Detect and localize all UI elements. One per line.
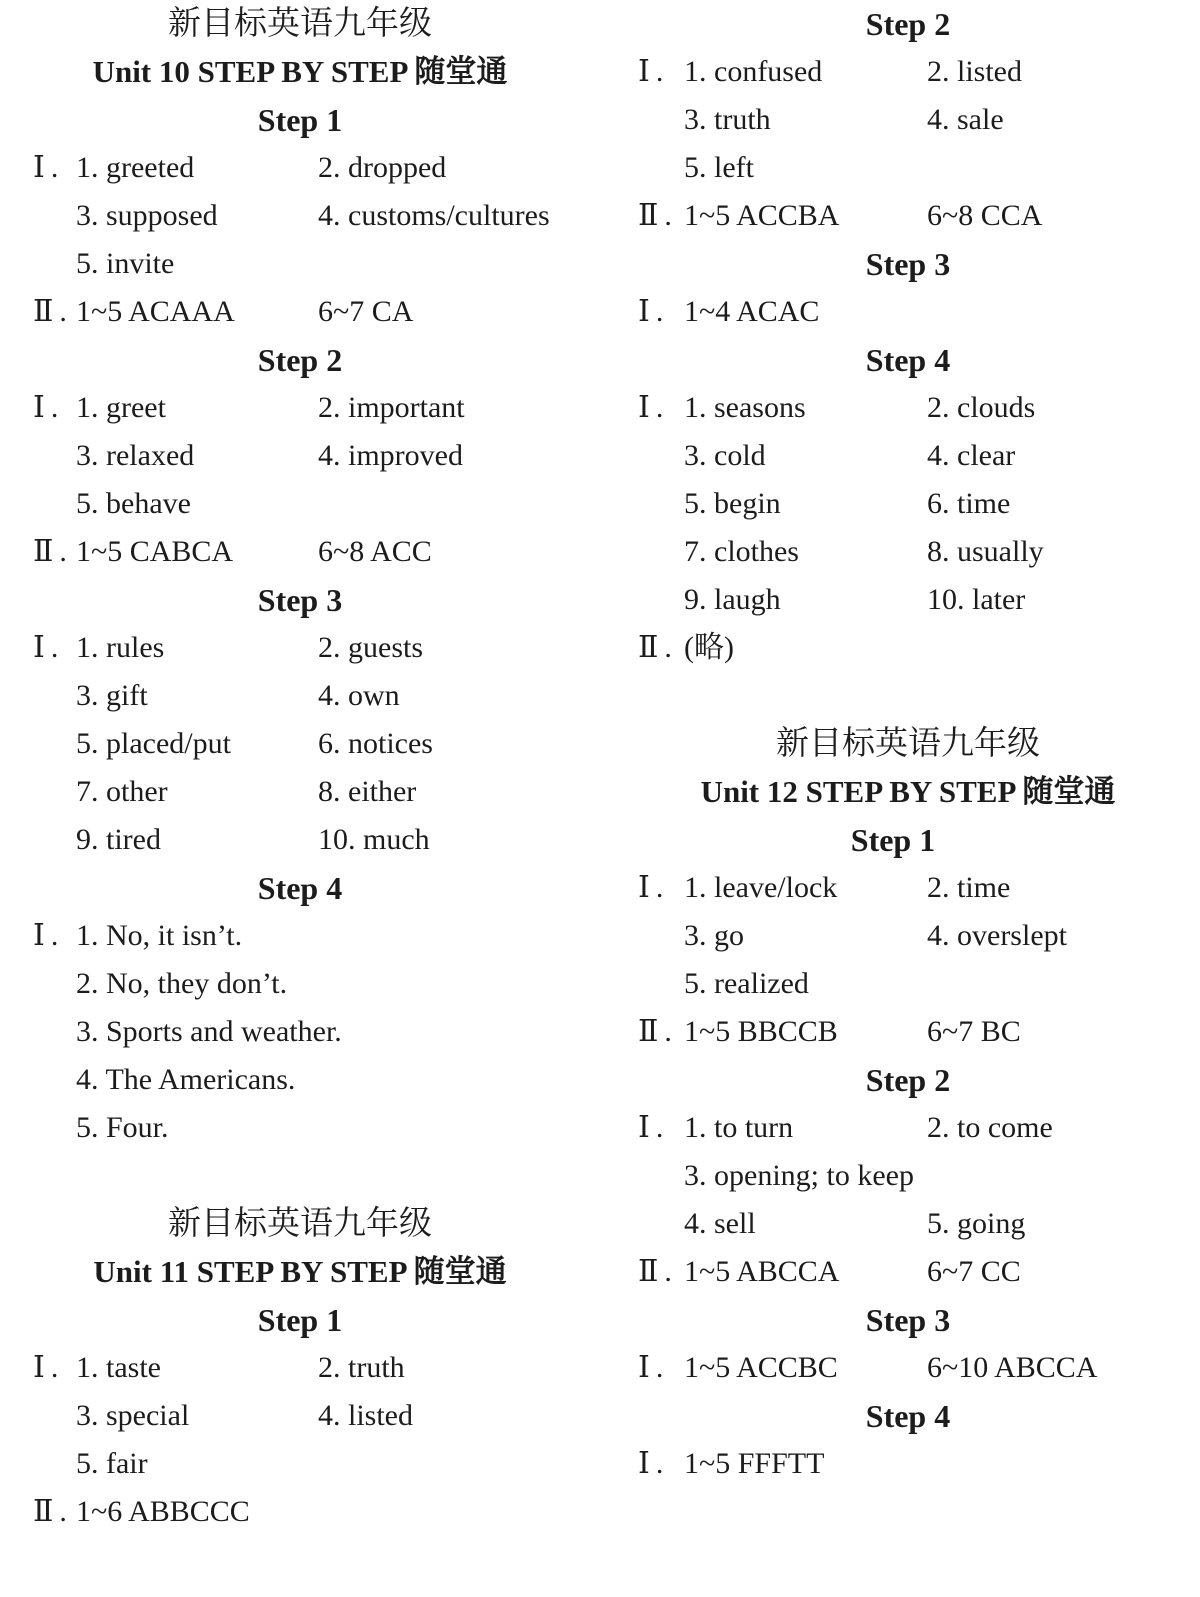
answer-row xyxy=(616,864,1200,912)
answer-item: 8. either xyxy=(318,775,417,808)
step-heading: Step 1 xyxy=(257,1302,343,1338)
answer-item: 1~5 ACAAA xyxy=(76,295,235,328)
answer-row xyxy=(0,288,600,336)
answer-row xyxy=(0,192,600,240)
spacer xyxy=(616,672,1200,720)
answer-item: 1. No, it isn’t. xyxy=(76,919,243,952)
step-heading: Step 4 xyxy=(865,1398,951,1434)
answer-row xyxy=(0,624,600,672)
answer-item: 5. realized xyxy=(684,967,809,1000)
answer-item: 3. go xyxy=(684,919,744,952)
part-marker: Ⅱ. xyxy=(33,295,73,328)
answer-item: 5. placed/put xyxy=(76,727,231,760)
answer-item: 1. leave/lock xyxy=(684,871,838,904)
part-marker: Ⅰ. xyxy=(33,919,65,952)
answer-item: 1~5 ACCBA xyxy=(684,199,840,232)
step-heading: Step 1 xyxy=(257,102,343,138)
answer-item: 3. gift xyxy=(76,679,148,712)
answer-item: 1~4 ACAC xyxy=(684,295,820,328)
answer-row xyxy=(616,480,1200,528)
answer-item: 9. tired xyxy=(76,823,161,856)
answer-item: 5. invite xyxy=(76,247,175,280)
answer-item: 1. greet xyxy=(76,391,166,424)
answer-row xyxy=(616,1440,1200,1488)
answer-row xyxy=(0,144,600,192)
answer-item: 1. confused xyxy=(684,55,823,88)
answer-item: 3. supposed xyxy=(76,199,218,232)
answer-row xyxy=(616,1008,1200,1056)
answer-item: 3. relaxed xyxy=(76,439,195,472)
answer-item: 4. clear xyxy=(927,439,1016,472)
answer-row xyxy=(616,432,1200,480)
answer-row xyxy=(616,912,1200,960)
answer-item: 1. seasons xyxy=(684,391,806,424)
answer-row xyxy=(616,144,1200,192)
answer-row xyxy=(0,1344,600,1392)
answer-row xyxy=(616,384,1200,432)
answer-item: 5. going xyxy=(927,1207,1026,1240)
part-marker: Ⅰ. xyxy=(33,1351,65,1384)
unit-11-section xyxy=(0,1200,600,1536)
answer-row xyxy=(0,1440,600,1488)
part-marker: Ⅰ. xyxy=(33,391,65,424)
answer-item: 3. Sports and weather. xyxy=(76,1015,342,1048)
step-heading: Step 2 xyxy=(865,6,951,42)
answer-item: 9. laugh xyxy=(684,583,781,616)
answer-item: 6~7 CC xyxy=(927,1255,1021,1288)
part-marker: Ⅰ. xyxy=(638,1351,670,1384)
answer-item: 3. opening; to keep xyxy=(684,1159,914,1192)
answer-row xyxy=(616,1104,1200,1152)
answer-row xyxy=(616,48,1200,96)
answer-item: 6. time xyxy=(927,487,1011,520)
answer-row xyxy=(0,480,600,528)
answer-item: 2. guests xyxy=(318,631,423,664)
answer-item: 3. cold xyxy=(684,439,766,472)
series-title: 新目标英语九年级 xyxy=(168,1206,432,1242)
unit-12-section xyxy=(616,720,1200,1488)
answer-item: 6~7 BC xyxy=(927,1015,1021,1048)
answer-item: 1~5 BBCCB xyxy=(684,1015,838,1048)
answer-item: 1~5 CABCA xyxy=(76,535,234,568)
spacer xyxy=(0,1152,600,1200)
answer-item: 4. listed xyxy=(318,1399,413,1432)
part-marker: Ⅰ. xyxy=(638,1111,670,1144)
part-marker: Ⅱ. xyxy=(638,1255,678,1288)
answer-item: 4. sell xyxy=(684,1207,756,1240)
answer-item: 5. behave xyxy=(76,487,191,520)
answer-item: 1. greeted xyxy=(76,151,195,184)
answer-row xyxy=(616,96,1200,144)
left-column xyxy=(0,0,600,1536)
answer-item: 4. own xyxy=(318,679,400,712)
answer-item: 5. left xyxy=(684,151,754,184)
answer-item: 7. clothes xyxy=(684,535,799,568)
answer-row xyxy=(616,1152,1200,1200)
answer-item: 5. fair xyxy=(76,1447,148,1480)
part-marker: Ⅰ. xyxy=(638,391,670,424)
part-marker: Ⅱ. xyxy=(33,1495,73,1528)
answer-item: 1. rules xyxy=(76,631,165,664)
answer-item: 2. truth xyxy=(318,1351,405,1384)
answer-item: 10. later xyxy=(927,583,1026,616)
answer-item: 1. taste xyxy=(76,1351,161,1384)
part-marker: Ⅰ. xyxy=(638,871,670,904)
step-heading: Step 3 xyxy=(257,582,343,618)
part-marker: Ⅰ. xyxy=(33,151,65,184)
step-heading: Step 1 xyxy=(850,822,936,858)
answer-item: 6~10 ABCCA xyxy=(927,1351,1098,1384)
answer-item: 2. dropped xyxy=(318,151,447,184)
part-marker: Ⅰ. xyxy=(33,631,65,664)
part-marker: Ⅰ. xyxy=(638,295,670,328)
answer-row xyxy=(0,816,600,864)
answer-item: 4. customs/cultures xyxy=(318,199,550,232)
answer-item: 1~6 ABBCCC xyxy=(76,1495,250,1528)
step-heading: Step 3 xyxy=(865,246,951,282)
part-marker: Ⅰ. xyxy=(638,1447,670,1480)
answer-item: 7. other xyxy=(76,775,168,808)
answer-item: 6~7 CA xyxy=(318,295,414,328)
answer-item: 2. listed xyxy=(927,55,1022,88)
answer-item: 10. much xyxy=(318,823,430,856)
answer-row xyxy=(0,432,600,480)
answer-item: 2. important xyxy=(318,391,465,424)
answer-item: 2. No, they don’t. xyxy=(76,967,288,1000)
unit-title: Unit 10 STEP BY STEP 随堂通 xyxy=(92,54,508,89)
answer-item: 3. special xyxy=(76,1399,190,1432)
unit-title: Unit 12 STEP BY STEP 随堂通 xyxy=(700,774,1116,809)
answer-row xyxy=(0,1488,600,1536)
answer-item: 6. notices xyxy=(318,727,433,760)
part-marker: Ⅱ. xyxy=(638,1015,678,1048)
answer-row xyxy=(616,1248,1200,1296)
answer-row xyxy=(0,240,600,288)
series-title: 新目标英语九年级 xyxy=(168,6,432,42)
answer-row xyxy=(616,576,1200,624)
answer-row xyxy=(0,768,600,816)
answer-item: 3. truth xyxy=(684,103,771,136)
answer-item: 8. usually xyxy=(927,535,1044,568)
answer-row xyxy=(0,384,600,432)
answer-row xyxy=(0,1392,600,1440)
answer-row xyxy=(0,672,600,720)
step-heading: Step 2 xyxy=(257,342,343,378)
answer-row xyxy=(0,720,600,768)
answer-item: 5. begin xyxy=(684,487,781,520)
answer-item: 2. time xyxy=(927,871,1011,904)
unit-10-section xyxy=(0,0,600,1152)
step-heading: Step 2 xyxy=(865,1062,951,1098)
answer-item: 1~5 FFFTT xyxy=(684,1447,825,1480)
answer-row xyxy=(616,1200,1200,1248)
answer-row xyxy=(616,528,1200,576)
answer-row xyxy=(0,960,600,1008)
answer-row xyxy=(0,1056,600,1104)
answer-item: 4. overslept xyxy=(927,919,1067,952)
answer-item: 4. The Americans. xyxy=(76,1063,296,1096)
answer-item: 4. improved xyxy=(318,439,463,472)
answer-item: 6~8 CCA xyxy=(927,199,1043,232)
series-title: 新目标英语九年级 xyxy=(776,726,1040,762)
answer-item: 1~5 ABCCA xyxy=(684,1255,840,1288)
part-marker: Ⅱ. xyxy=(33,535,73,568)
answer-row xyxy=(0,528,600,576)
unit-11-continued-section xyxy=(616,0,1200,672)
answer-row xyxy=(0,1008,600,1056)
answer-item: 5. Four. xyxy=(76,1111,169,1144)
right-column xyxy=(616,0,1200,1488)
answer-row xyxy=(0,912,600,960)
answer-row xyxy=(0,1104,600,1152)
step-heading: Step 4 xyxy=(257,870,343,906)
part-marker: Ⅱ. xyxy=(638,631,678,664)
answer-row xyxy=(616,624,1200,672)
part-marker: Ⅰ. xyxy=(638,55,670,88)
answer-item: 4. sale xyxy=(927,103,1004,136)
part-marker: Ⅱ. xyxy=(638,199,678,232)
answer-item: 2. to come xyxy=(927,1111,1053,1144)
step-heading: Step 4 xyxy=(865,342,951,378)
answer-item: (略) xyxy=(684,631,734,664)
answer-row xyxy=(616,288,1200,336)
answer-item: 2. clouds xyxy=(927,391,1036,424)
answer-item: 1. to turn xyxy=(684,1111,794,1144)
unit-title: Unit 11 STEP BY STEP 随堂通 xyxy=(93,1254,507,1289)
answer-row xyxy=(616,1344,1200,1392)
answer-item: 6~8 ACC xyxy=(318,535,432,568)
answer-item: 1~5 ACCBC xyxy=(684,1351,838,1384)
answer-row xyxy=(616,960,1200,1008)
answer-row xyxy=(616,192,1200,240)
step-heading: Step 3 xyxy=(865,1302,951,1338)
